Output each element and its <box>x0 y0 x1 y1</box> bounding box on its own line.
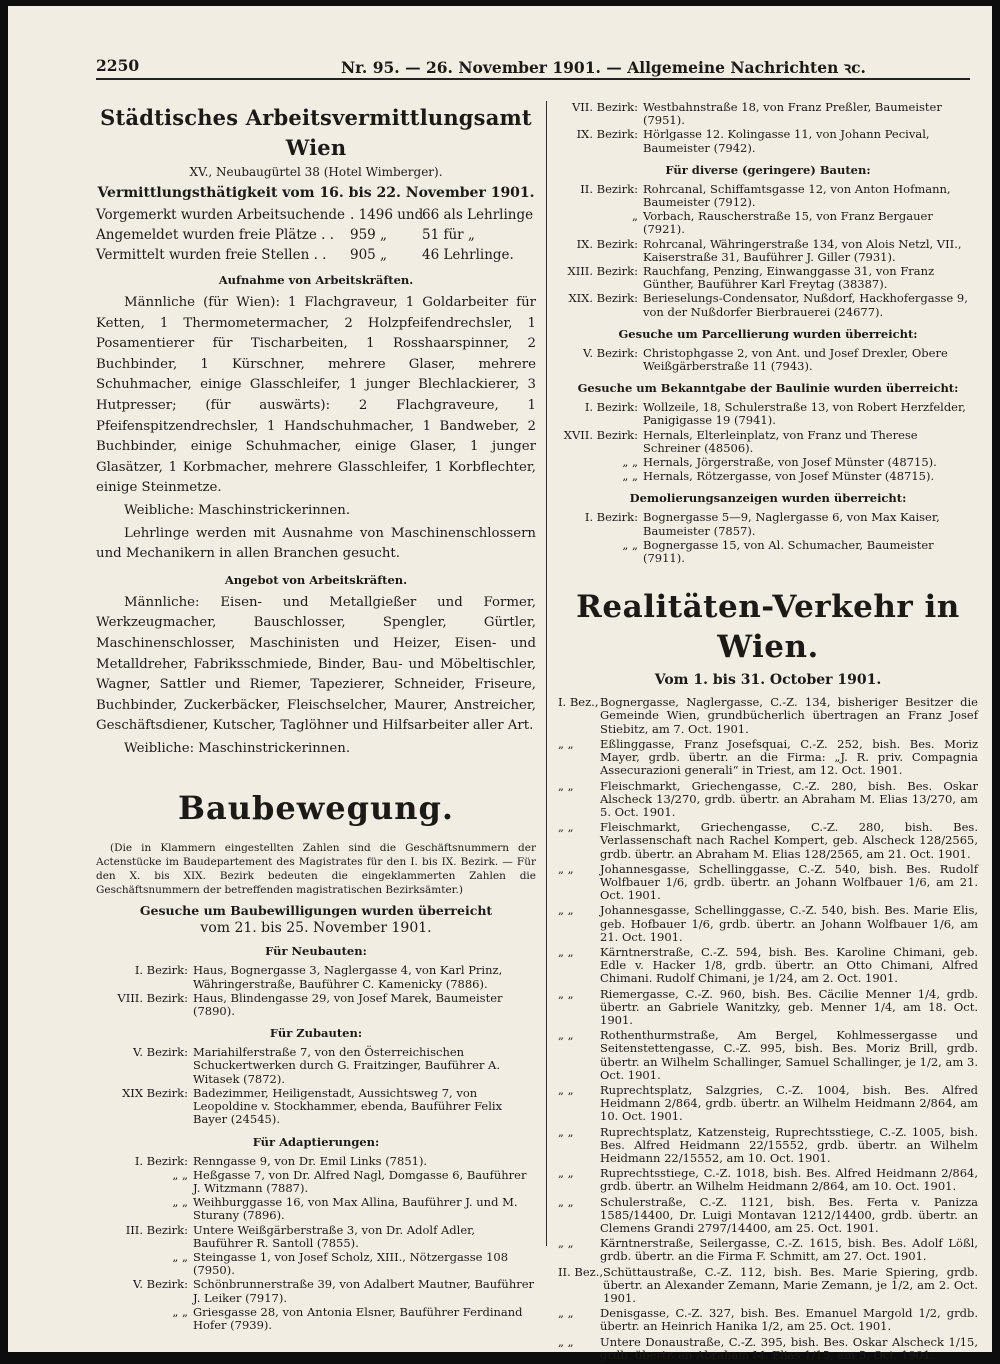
real-entry <box>558 1266 978 1306</box>
bau-entry-label: II. Bezirk: <box>580 181 638 196</box>
stat-n2: 46 Lehrlinge. <box>422 247 514 263</box>
bau-entry-text: Haus, Blindengasse 29, von Josef Marek, Baumeister (7890). <box>193 990 503 1019</box>
angebot-heading: Angebot von Arbeitskräften. <box>224 572 408 587</box>
bau-entry-text: Haus, Bognergasse 3, Naglergasse 4, von Karl Prinz, Währingerstraße, Bauführer C. Kamenicky (7886). <box>193 963 503 991</box>
bau-entry <box>96 1046 536 1086</box>
bau-entry-label: „ „ <box>172 1167 188 1182</box>
real-entry-label: II. Bez., <box>558 1264 604 1279</box>
aufnahme-heading: Aufnahme von Arbeitskräften. <box>218 273 414 287</box>
real-entry-text: Ruprechtsplatz, Salzgries, C.-Z. 1004, bish. Bes. Alfred Heidmann 2/864, grdb. übertr. an Wilhelm Heidmann 2/864, am 10. Oct. 1901. <box>600 1082 978 1124</box>
bau-entry-text: Renngasse 9, von Dr. Emil Links (7851). <box>193 1153 428 1168</box>
real-entry-text: Johannesgasse, Schellinggasse, C.-Z. 540, bish. Bes. Rudolf Wolfbauer 1/6, grdb. übertr. an Johann Wolfbauer 1/6, am 21. Oct. 1901. <box>600 861 978 903</box>
bau-entry-label: XIX. Bezirk: <box>568 291 638 306</box>
bau-entry-label: V. Bezirk: <box>133 1045 188 1060</box>
diverse-list <box>558 183 978 319</box>
bau-entry <box>558 401 978 427</box>
real-entry-label: „ „ <box>558 736 574 751</box>
aufnahme-lehrlinge: Lehrlinge werden mit Ausnahme von Maschinenschlossern und Mechanikern in allen Branchen gesucht. <box>96 525 536 562</box>
page-header <box>96 50 970 80</box>
bau-note: (Die in Klammern eingestellten Zahlen sind die Geschäftsnummern der Actenstücke im Baudepartement des Magistrates für den I. bis IX. Bezirk. — Für den X. bis XIX. Bezirk bedeuten die eingeklammerten Zahlen die Geschäftsnummern der betreffenden magistratischen Bezirksämter.) <box>96 842 536 897</box>
real-entry-label: „ „ <box>558 1236 574 1251</box>
bau-entry <box>96 1306 536 1332</box>
real-entry <box>558 988 978 1028</box>
bau-title: Baubewegung. <box>177 789 455 828</box>
real-entry-label: „ „ <box>558 1194 574 1209</box>
bau-entry-text: Rauchfang, Penzing, Einwanggasse 31, von Franz Günther, Bauführer Karl Freytag (38387). <box>643 264 935 292</box>
bau-entry <box>558 292 978 318</box>
bau-entry <box>558 265 978 291</box>
stat-n2: 51 für „ <box>422 227 475 243</box>
neubauten-list <box>96 964 536 1018</box>
bau-entry-text: Weihburggasse 16, von Max Allina, Bauführer J. und M. Sturany (7896). <box>193 1195 518 1223</box>
bau-entry-text: Rohrcanal, Währingerstraße 134, von Alois Netzl, VII., Kaiserstraße 31, Bauführer J. Giller (7931). <box>643 236 962 264</box>
baulinie-heading: Gesuche um Bekanntgabe der Baulinie wurden überreicht: <box>577 381 959 396</box>
bau-entry <box>558 511 978 537</box>
bau-entry <box>558 470 978 483</box>
angebot-weiblich: Weibliche: Maschinstrickerinnen. <box>124 740 351 756</box>
stat-row <box>96 205 536 225</box>
aufnahme-maennlich: Männliche (für Wien): 1 Flachgraveur, 1 Goldarbeiter für Ketten, 1 Thermometermacher, 2 Holzpfeifendrechsler, 1 Posamentierer für Tischarbeiten, 1 Rosshaarspinner, 2 Buchbinder, 1 Kürschner, mehrere Glaser, mehrere Schuhmacher, einige Glasschleifer, 1 junger Blechlackierer, 3 Hutpresser; (für auswärts): 2 Flachgraveure, 1 Pfeifenspitzendrechsler, 1 Handschuhmacher, 1 Bandweber, 2 Buchbinder, einige Schuhmacher, einige Glaser, 1 junger Glasätzer, 1 Korbmacher, mehrere Glasschleifer, 1 Korbflechter, einige Steinmetze. <box>96 295 536 496</box>
bau-entry <box>558 128 978 154</box>
bau-entry-label: XIX Bezirk: <box>122 1085 188 1100</box>
real-entry-label: „ „ <box>558 1082 574 1097</box>
amt-activity: Vermittlungsthätigkeit vom 16. bis 22. November 1901. <box>97 185 535 201</box>
bau-entry <box>558 539 978 565</box>
real-entry-label: „ „ <box>558 778 574 793</box>
bau-entry-label: VII. Bezirk: <box>571 100 638 114</box>
bau-entry-text: Wollzeile, 18, Schulerstraße 13, von Robert Herzfelder, Panigigasse 19 (7941). <box>643 400 966 428</box>
bau-entry-label: „ „ <box>172 1304 188 1319</box>
bau-entry <box>558 210 978 236</box>
real-entry-label: I. Bez., <box>558 695 599 710</box>
diverse-heading: Für diverse (geringere) Bauten: <box>665 162 871 177</box>
stat-n1: 959 „ <box>350 227 388 243</box>
amt-address: XV., Neubaugürtel 38 (Hotel Wimberger). <box>189 165 443 179</box>
bau-entry <box>96 1251 536 1277</box>
real-title: Realitäten-Verkehr in Wien. <box>576 589 960 666</box>
bau-entry-text: Berieselungs-Condensator, Nußdorf, Hackhofergasse 9, von der Nußdorfer Bierbrauerei (24677). <box>643 291 968 319</box>
bau-entry-text: Hernals, Rötzergasse, von Josef Münster (48715). <box>643 469 935 484</box>
real-entry-label: „ „ <box>558 861 574 876</box>
bau-entry-label: III. Bezirk: <box>125 1222 188 1237</box>
bau-entry-label: V. Bezirk: <box>583 345 638 360</box>
bau-entry-label: „ „ <box>622 469 638 484</box>
bau-entry-label: IX. Bezirk: <box>576 127 638 142</box>
real-entry <box>558 863 978 903</box>
real-entry <box>558 1237 978 1263</box>
stat-label: Vermittelt wurden freie Stellen . . <box>96 247 327 263</box>
stat-row <box>96 225 536 245</box>
stat-label: Angemeldet wurden freie Plätze . . <box>96 227 335 243</box>
parzellierung-list <box>558 347 978 373</box>
bau-entry-text: Hörlgasse 12. Kolingasse 11, von Johann Pecival, Baumeister (7942). <box>643 127 930 155</box>
bau-entry-text: Hernals, Elterleinplatz, von Franz und Therese Schreiner (48506). <box>643 427 918 455</box>
real-entry <box>558 696 978 736</box>
real-entry <box>558 821 978 861</box>
zubauten-heading: Für Zubauten: <box>269 1026 363 1041</box>
adapt-heading: Für Adaptierungen: <box>252 1134 380 1149</box>
real-entry <box>558 1336 978 1362</box>
bau-entry <box>558 238 978 264</box>
bau-entry-text: Rohrcanal, Schiffamtsgasse 12, von Anton Hofmann, Baumeister (7912). <box>643 181 951 210</box>
angebot-maennlich: Männliche: Eisen- und Metallgießer und Former, Werkzeugmacher, Bauschlosser, Spengler, Gürtler, Maschinenschlosser, Maschinisten und Heizer, Eisen- und Metalldreher, Fabriksschmiede, Binder, Bau- und Möbeltischler, Wagner, Sattler und Riemer, Tapezierer, Schneider, Friseure, Buchbinder, Zuckerbäcker, Fleischselcher, Maurer, Anstreicher, Geschäftsdiener, Kutscher, Taglöhner und Hilfsarbeiter aller Art. <box>96 594 536 734</box>
bau-entry-label: „ „ <box>172 1249 188 1264</box>
bau-entry-text: Bognergasse 15, von Al. Schumacher, Baumeister (7911). <box>643 537 934 566</box>
real-entry-label: „ „ <box>558 1306 574 1321</box>
real-entry-text: Kärntnerstraße, Seilergasse, C.-Z. 1615, bish. Bes. Adolf Lößl, grdb. übertr. an die Firma F. Schmitt, am 27. Oct. 1901. <box>600 1236 978 1264</box>
real-entry-text: Rothenthurmstraße, Am Bergel, Kohlmessergasse und Seitenstettengasse, C.-Z. 995, bish. Bes. Moriz Brill, grdb. übertr. an Wilhelm Schallinger, Samuel Schallinger, je 1/2, am 3. Oct. 1901. <box>600 1028 978 1082</box>
adaptierungen-list <box>96 1155 536 1333</box>
bau-entry <box>96 1224 536 1250</box>
real-entry-text: Schulerstraße, C.-Z. 1121, bish. Bes. Ferta v. Panizza 1585/14400, Dr. Luigi Montavan 1212/14400, grdb. übertr. an Clemens Grandi 2797/14400, am 25. Oct. 1901. <box>600 1194 978 1235</box>
real-entry <box>558 946 978 986</box>
real-entry-text: Denisgasse, C.-Z. 327, bish. Bes. Emanuel Margold 1/2, grdb. übertr. an Heinrich Hanika 1/2, am 25. Oct. 1901. <box>600 1306 978 1334</box>
real-entry-label: „ „ <box>558 1334 574 1349</box>
demolierung-list <box>558 511 978 565</box>
stat-row <box>96 245 536 265</box>
real-entry-text: Untere Donaustraße, C.-Z. 395, bish. Bes. Oskar Alscheck 1/15, grdb. übertr. an Abraham M. Elias 1/15, am 5. Oct. 1901. <box>600 1334 978 1362</box>
real-entry-text: Ruprechtsplatz, Katzensteig, Ruprechtsstiege, C.-Z. 1005, bish. Bes. Alfred Heidmann 22/15552, grdb. übertr. an Wilhelm Heidmann 22/15552, am 10. Oct. 1901. <box>600 1124 978 1165</box>
bau-entry-text: Westbahnstraße 18, von Franz Preßler, Baumeister (7951). <box>643 100 942 128</box>
bau-entry-text: Badezimmer, Heiligenstadt, Aussichtsweg 7, von Leopoldine v. Stockhammer, ebenda, Bauführer Felix Bayer (24545). <box>193 1085 503 1127</box>
bau-entry <box>558 347 978 373</box>
bau-entry-label: I. Bezirk: <box>134 963 188 978</box>
bau-entry-label: I. Bezirk: <box>584 400 638 415</box>
aufnahme-weiblich: Weibliche: Maschinstrickerinnen. <box>124 502 351 518</box>
real-entry-text: Johannesgasse, Schellinggasse, C.-Z. 540, bish. Bes. Marie Elis, geb. Hofbauer 1/6, grdb. übertr. an Johann Wolfbauer 1/6, am 21. Oct. 1901. <box>600 903 978 944</box>
bau-entry <box>96 1196 536 1222</box>
column-divider <box>546 101 547 1246</box>
real-entry <box>558 904 978 944</box>
parzell-heading: Gesuche um Parcellierung wurden überreicht: <box>618 326 918 341</box>
bau-entry-text: Christophgasse 2, von Ant. und Josef Drexler, Obere Weißgärberstraße 11 (7943). <box>643 345 948 374</box>
stat-n1: . 1496 und <box>350 207 424 223</box>
header-rule <box>96 78 970 80</box>
bau-entry-label: „ <box>632 209 638 224</box>
bau-entry-label: „ „ <box>172 1195 188 1210</box>
neubauten-heading: Für Neubauten: <box>265 944 367 959</box>
baulinie-list <box>558 401 978 483</box>
bau-gesuche-date: vom 21. bis 25. November 1901. <box>200 920 432 937</box>
bau-entry-label: I. Bezirk: <box>134 1153 188 1168</box>
right-column <box>558 101 978 1364</box>
demol-heading: Demolierungsanzeigen wurden überreicht: <box>629 491 907 506</box>
bau-entry-text: Vorbach, Rauscherstraße 15, von Franz Bergauer (7921). <box>643 209 933 237</box>
bau-entry-text: Steingasse 1, von Josef Scholz, XIII., Nötzergasse 108 (7950). <box>193 1249 509 1278</box>
real-entry <box>558 738 978 778</box>
bau-entry <box>96 1155 536 1168</box>
bau-entry-label: VIII. Bezirk: <box>117 990 188 1005</box>
bau-entry-text: Hernals, Jörgerstraße, von Josef Münster (48715). <box>643 455 937 470</box>
real-entry-label: „ „ <box>558 1028 574 1043</box>
amt-stat-table <box>96 205 536 265</box>
bau-entry-text: Untere Weißgärberstraße 3, von Dr. Adolf Adler, Bauführer R. Santoll (7855). <box>193 1222 476 1250</box>
stat-n2: 66 als Lehrlinge <box>422 207 534 223</box>
bau-entry-label: „ „ <box>622 455 638 470</box>
bau-entry-label: XVII. Bezirk: <box>563 427 638 442</box>
bau-entry <box>558 101 978 127</box>
real-entry-text: Riemergasse, C.-Z. 960, bish. Bes. Cäcilie Menner 1/4, grdb. übertr. an Gabriele Wanitzky, geb. Menner 1/4, am 18. Oct. 1901. <box>600 986 978 1027</box>
bau-entry-text: Mariahilferstraße 7, von den Österreichischen Schuckertwerken durch G. Fraitzinger, Bauführer A. Witasek (7872). <box>193 1045 500 1086</box>
real-entry <box>558 1084 978 1124</box>
bau-entry <box>558 456 978 469</box>
amt-title: Städtisches Arbeitsvermittlungsamt Wien <box>100 105 532 160</box>
real-entry-text: Ruprechtsstiege, C.-Z. 1018, bish. Bes. Alfred Heidmann 2/864, grdb. übertr. an Wilhelm Heidmann 2/864, am 10. Oct. 1901. <box>600 1166 978 1194</box>
real-entry <box>558 780 978 820</box>
real-entry <box>558 1029 978 1082</box>
bau-entry-label: IX. Bezirk: <box>576 236 638 251</box>
bau-entry <box>96 992 536 1018</box>
newspaper-page <box>8 6 992 1362</box>
left-column <box>96 101 536 1333</box>
bau-entry-label: V. Bezirk: <box>133 1277 188 1292</box>
real-entry-label: „ „ <box>558 1166 574 1181</box>
realitaeten-list <box>558 696 978 1362</box>
stat-n1: 905 „ <box>350 247 388 263</box>
real-entry-text: Bognergasse, Naglergasse, C.-Z. 134, bisheriger Besitzer die Gemeinde Wien, grundbücherlich übertragen an Franz Josef Stiebitz, am 7. Oct. 1901. <box>600 695 978 736</box>
real-entry-text: Eßlinggasse, Franz Josefsquai, C.-Z. 252, bish. Bes. Moriz Mayer, grdb. übertr. an die Firma: „J. R. priv. Compagnia Assecurazioni generali“ in Triest, am 12. Oct. 1901. <box>600 736 978 778</box>
bau-entry-label: XIII. Bezirk: <box>567 264 638 279</box>
bau-entry <box>96 1278 536 1304</box>
real-entry-text: Kärntnerstraße, C.-Z. 594, bish. Bes. Karoline Chimani, geb. Edle v. Hacker 1/8, grdb. übertr. an Otto Chimani, Alfred Chimani. Rudolf Chimani, je 1/24, am 2. Oct. 1901. <box>600 944 978 986</box>
bau-entry-text: Heßgasse 7, von Dr. Alfred Nagl, Domgasse 6, Bauführer J. Witzmann (7887). <box>193 1167 527 1195</box>
real-entry <box>558 1307 978 1333</box>
bau-gesuche-heading: Gesuche um Baubewilligungen wurden überreicht <box>139 903 493 919</box>
bau-entry <box>96 1087 536 1127</box>
real-entry-label: „ „ <box>558 944 574 959</box>
bau-entry <box>558 429 978 455</box>
page-number: 2250 <box>96 56 140 75</box>
bau-entry-label: I. Bezirk: <box>584 510 638 525</box>
real-entry-label: „ „ <box>558 986 574 1001</box>
bau-entry-text: Schönbrunnerstraße 39, von Adalbert Mautner, Bauführer J. Leiker (7917). <box>193 1277 535 1305</box>
real-entry-text: Schüttaustraße, C.-Z. 112, bish. Bes. Marie Spiering, grdb. übertr. an Alexander Zemann, Marie Zemann, je 1/2, am 2. Oct. 1901. <box>603 1264 978 1306</box>
real-entry-text: Fleischmarkt, Griechengasse, C.-Z. 280, bish. Bes. Verlassenschaft nach Rachel Kompert, geb. Alscheck 128/2565, grdb. übertr. an Abraham M. Elias 128/2565, am 21. Oct. 1901. <box>600 820 978 861</box>
bau-entry <box>558 183 978 209</box>
bau-entry-text: Bognergasse 5—9, Naglergasse 6, von Max Kaiser, Baumeister (7857). <box>643 510 940 538</box>
running-title: Nr. 95. — 26. November 1901. — Allgemeine Nachrichten ꝛc. <box>341 58 866 77</box>
zubauten-list <box>96 1046 536 1126</box>
real-entry <box>558 1126 978 1166</box>
bau-entry-label: „ „ <box>622 537 638 552</box>
real-entry-label: „ „ <box>558 903 574 918</box>
bau-entry-text: Griesgasse 28, von Antonia Elsner, Bauführer Ferdinand Hofer (7939). <box>193 1304 523 1332</box>
bau-entry <box>96 964 536 990</box>
real-entry <box>558 1167 978 1193</box>
real-entry <box>558 1196 978 1236</box>
real-entry-label: „ „ <box>558 1124 574 1139</box>
real-entry-label: „ „ <box>558 820 574 835</box>
real-date: Vom 1. bis 31. October 1901. <box>654 672 882 689</box>
real-entry-text: Fleischmarkt, Griechengasse, C.-Z. 280, bish. Bes. Oskar Alscheck 13/270, grdb. übertr. an Abraham M. Elias 13/270, am 5. Oct. 1901. <box>600 778 978 819</box>
stat-label: Vorgemerkt wurden Arbeitsuchende <box>96 207 345 223</box>
adaptierungen-cont-list <box>558 101 978 155</box>
bau-entry <box>96 1169 536 1195</box>
